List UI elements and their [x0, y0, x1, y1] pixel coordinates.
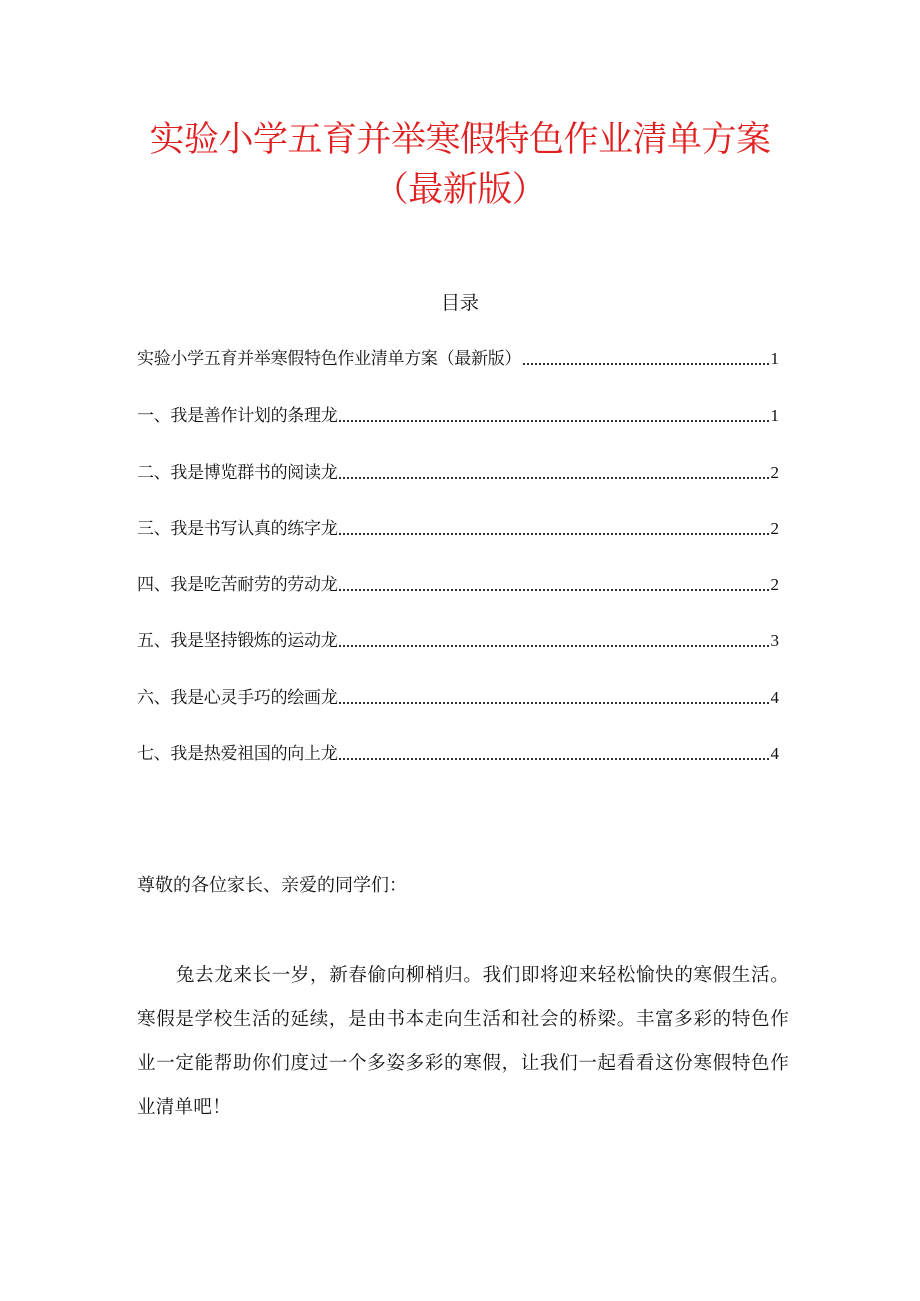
- toc-entry-text: 四、我是吃苦耐劳的劳动龙: [137, 575, 338, 595]
- toc-entry[interactable]: [137, 685, 779, 711]
- toc-entry[interactable]: [137, 516, 779, 542]
- toc-entry-text: 实验小学五育并举寒假特色作业清单方案（最新版）: [137, 349, 522, 369]
- toc-entry[interactable]: [137, 460, 779, 486]
- toc-entry[interactable]: [137, 628, 779, 654]
- toc-entry-page: 2: [770, 575, 779, 594]
- document-title-line1: 实验小学五育并举寒假特色作业清单方案: [149, 120, 771, 160]
- toc-dot-leader: [339, 702, 768, 704]
- toc-dot-leader: [339, 420, 768, 422]
- toc-entry-text: 七、我是热爱祖国的向上龙: [137, 744, 338, 764]
- greeting-line: 尊敬的各位家长、亲爱的同学们：: [137, 875, 407, 896]
- toc-entry-page: 1: [770, 406, 779, 425]
- toc-entry[interactable]: [137, 403, 779, 429]
- toc-dot-leader: [339, 645, 768, 647]
- toc-entry-text: 三、我是书写认真的练字龙: [137, 519, 338, 539]
- intro-paragraph: 兔去龙来长一岁，新春偷向柳梢归。我们即将迎来轻松愉快的寒假生活。寒假是学校生活的延续，是由书本走向生活和社会的桥梁。丰富多彩的特色作业一定能帮助你们度过一个多姿多彩的寒假，让我们一起看看这份寒假特色作业清单吧！: [137, 965, 789, 1118]
- toc-entry-text: 二、我是博览群书的阅读龙: [137, 463, 338, 483]
- toc-entry[interactable]: [137, 572, 779, 598]
- toc-entry-text: 一、我是善作计划的条理龙: [137, 406, 338, 426]
- toc-entry-text: 五、我是坚持锻炼的运动龙: [137, 631, 338, 651]
- toc-entry[interactable]: [137, 741, 779, 767]
- toc-entry-page: 4: [770, 744, 779, 763]
- toc-dot-leader: [339, 758, 768, 760]
- toc-entry-page: 1: [770, 349, 779, 368]
- toc-dot-leader: [339, 589, 768, 591]
- document-title-line2: （最新版）: [373, 170, 547, 210]
- toc-entry-text: 六、我是心灵手巧的绘画龙: [137, 688, 338, 708]
- toc-entry-page: 4: [770, 688, 779, 707]
- toc-dot-leader: [339, 477, 768, 479]
- toc-dot-leader: [523, 363, 768, 365]
- toc-entry-page: 2: [770, 519, 779, 538]
- toc-entry-page: 3: [770, 631, 779, 650]
- toc-heading: 目录: [440, 292, 479, 314]
- toc-entry-page: 2: [770, 463, 779, 482]
- toc-entry[interactable]: [137, 346, 779, 372]
- toc-dot-leader: [339, 533, 768, 535]
